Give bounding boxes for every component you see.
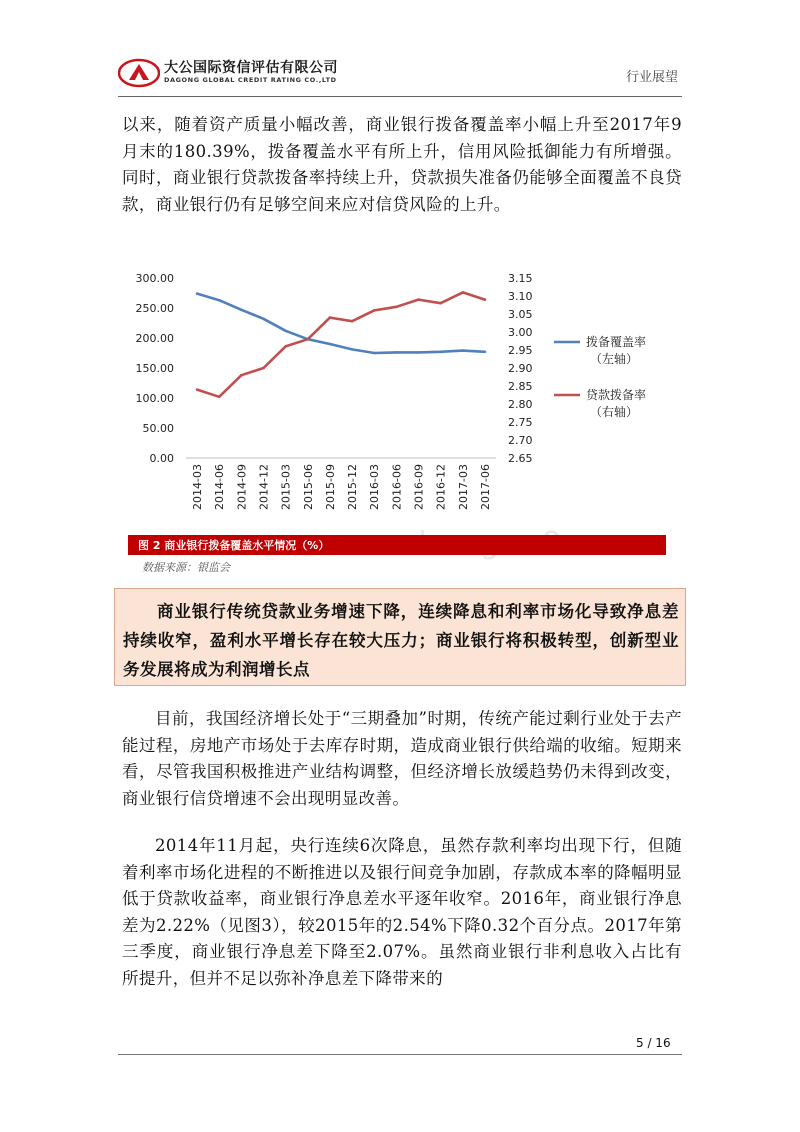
right-axis-tick-label: 2.95 [508,344,533,357]
x-axis-tick-label: 2014-09 [235,464,249,510]
series-2-point [218,396,221,399]
paragraph-net-interest-margin: 2014年11月起，央行连续6次降息，虽然存款利率均出现下行，但随着利率市场化进程的不断推进以及银行间竞争加剧，存款成本率的降幅明显低于贷款收益率，商业银行净息差水平逐年收窄。2016年，商业银行净息差为2.22%（见图3），较2015年的2.54%下降0.32个百分点。2017年第三季度，商业银行净息差下降至2.07%。虽然商业银行非利息收入占比有所提升，但并不足以弥补净息差下降带来的 [122,836,682,988]
legend-axis-note-2: （右轴） [590,405,639,419]
series-2-point [329,316,332,319]
footer-divider [118,1054,682,1055]
provision-chart [118,262,682,534]
key-point-box [114,588,686,686]
series-1-point [417,351,420,354]
right-axis-tick-label: 3.15 [508,272,533,285]
series-2-point [306,338,309,341]
legend-label-2: 贷款拨备率 [586,388,647,402]
series-1-point [196,292,199,295]
series-1-point [373,352,376,355]
chart-canvas [118,262,682,534]
right-axis-tick-label: 3.00 [508,326,533,339]
section-label: 行业展望 [626,70,679,85]
x-axis-tick-label: 2014-06 [213,464,227,510]
right-axis-tick-label: 2.90 [508,362,533,375]
legend-label-1: 拨备覆盖率 [586,335,647,349]
x-axis-tick-label: 2015-06 [301,464,315,510]
series-2-point [461,291,464,294]
series-1-point [262,318,265,321]
x-axis-tick-label: 2016-12 [434,464,448,510]
x-axis-tick-label: 2016-03 [368,464,382,510]
series-1-point [439,351,442,354]
figure-source: 数据来源：银监会 [142,561,230,574]
x-axis-tick-label: 2015-03 [279,464,293,510]
x-axis-tick-label: 2014-12 [257,464,271,510]
right-axis-tick-label: 2.75 [508,416,533,429]
left-axis-tick-label: 250.00 [135,302,174,315]
series-2-point [417,298,420,301]
right-axis-tick-label: 2.85 [508,380,533,393]
figure-caption-bar [128,535,666,555]
x-axis-tick-label: 2017-06 [478,464,492,510]
series-1-point [240,309,243,312]
paragraph-provision-coverage: 以来，随着资产质量小幅改善，商业银行拨备覆盖率小幅上升至2017年9月末的180.39%，拨备覆盖水平有所上升，信用风险抵御能力有所增强。同时，商业银行贷款拨备率持续上升，贷款损失准备仍能够全面覆盖不良贷款，商业银行仍有足够空间来应对信贷风险的上升。 [122,115,682,214]
right-axis-tick-label: 3.10 [508,290,533,303]
page-header [0,0,800,96]
series-1-point [484,351,487,354]
series-1-point [329,343,332,346]
series-2-point [196,388,199,391]
company-name-en: DAGONG GLOBAL CREDIT RATING CO.,LTD [164,76,337,84]
series-1-point [218,299,221,302]
series-2-point [395,306,398,309]
company-name-cn: 大公国际资信评估有限公司 [164,60,338,76]
key-point-text: 商业银行传统贷款业务增速下降，连续降息和利率市场化导致净息差持续收窄，盈利水平增长存在较大压力；商业银行将积极转型，创新型业务发展将成为利润增长点 [123,602,679,679]
left-axis-tick-label: 200.00 [135,332,174,345]
series-2-point [240,374,243,377]
left-axis-tick-label: 100.00 [135,392,174,405]
series-2-point [284,345,287,348]
right-axis-tick-label: 3.05 [508,308,533,321]
x-axis-tick-label: 2016-06 [390,464,404,510]
x-axis-tick-label: 2015-09 [323,464,337,510]
header-divider [118,96,682,97]
left-axis-tick-label: 150.00 [135,362,174,375]
x-axis-tick-label: 2015-12 [346,464,360,510]
series-1-point [461,349,464,352]
left-axis-tick-label: 50.00 [142,422,174,435]
figure-caption: 图 2 商业银行拨备覆盖水平情况（%） [138,539,330,552]
left-axis-tick-label: 300.00 [135,272,174,285]
right-axis-tick-label: 2.80 [508,398,533,411]
series-1-point [284,330,287,333]
series-2-point [351,320,354,323]
series-2-point [262,367,265,370]
series-2-point [373,309,376,312]
legend-axis-note-1: （左轴） [590,352,639,366]
x-axis-tick-label: 2017-03 [456,464,470,510]
series-2-point [439,302,442,305]
paragraph-economy: 目前，我国经济增长处于“三期叠加”时期，传统产能过剩行业处于去产能过程，房地产市场处于去库存时期，造成商业银行供给端的收缩。短期来看，尽管我国积极推进产业结构调整，但经济增长放缓趋势仍未得到改变，商业银行信贷增速不会出现明显改善。 [122,709,682,808]
series-1-point [395,351,398,354]
page-number: 5 / 16 [636,1036,671,1050]
right-axis-tick-label: 2.65 [508,452,533,465]
x-axis-tick-label: 2016-09 [412,464,426,510]
series-1-point [351,348,354,351]
dagong-logo-icon [118,58,160,88]
left-axis-tick-label: 0.00 [149,452,174,465]
series-2-point [484,298,487,301]
right-axis-tick-label: 2.70 [508,434,533,447]
x-axis-tick-label: 2014-03 [191,464,205,510]
